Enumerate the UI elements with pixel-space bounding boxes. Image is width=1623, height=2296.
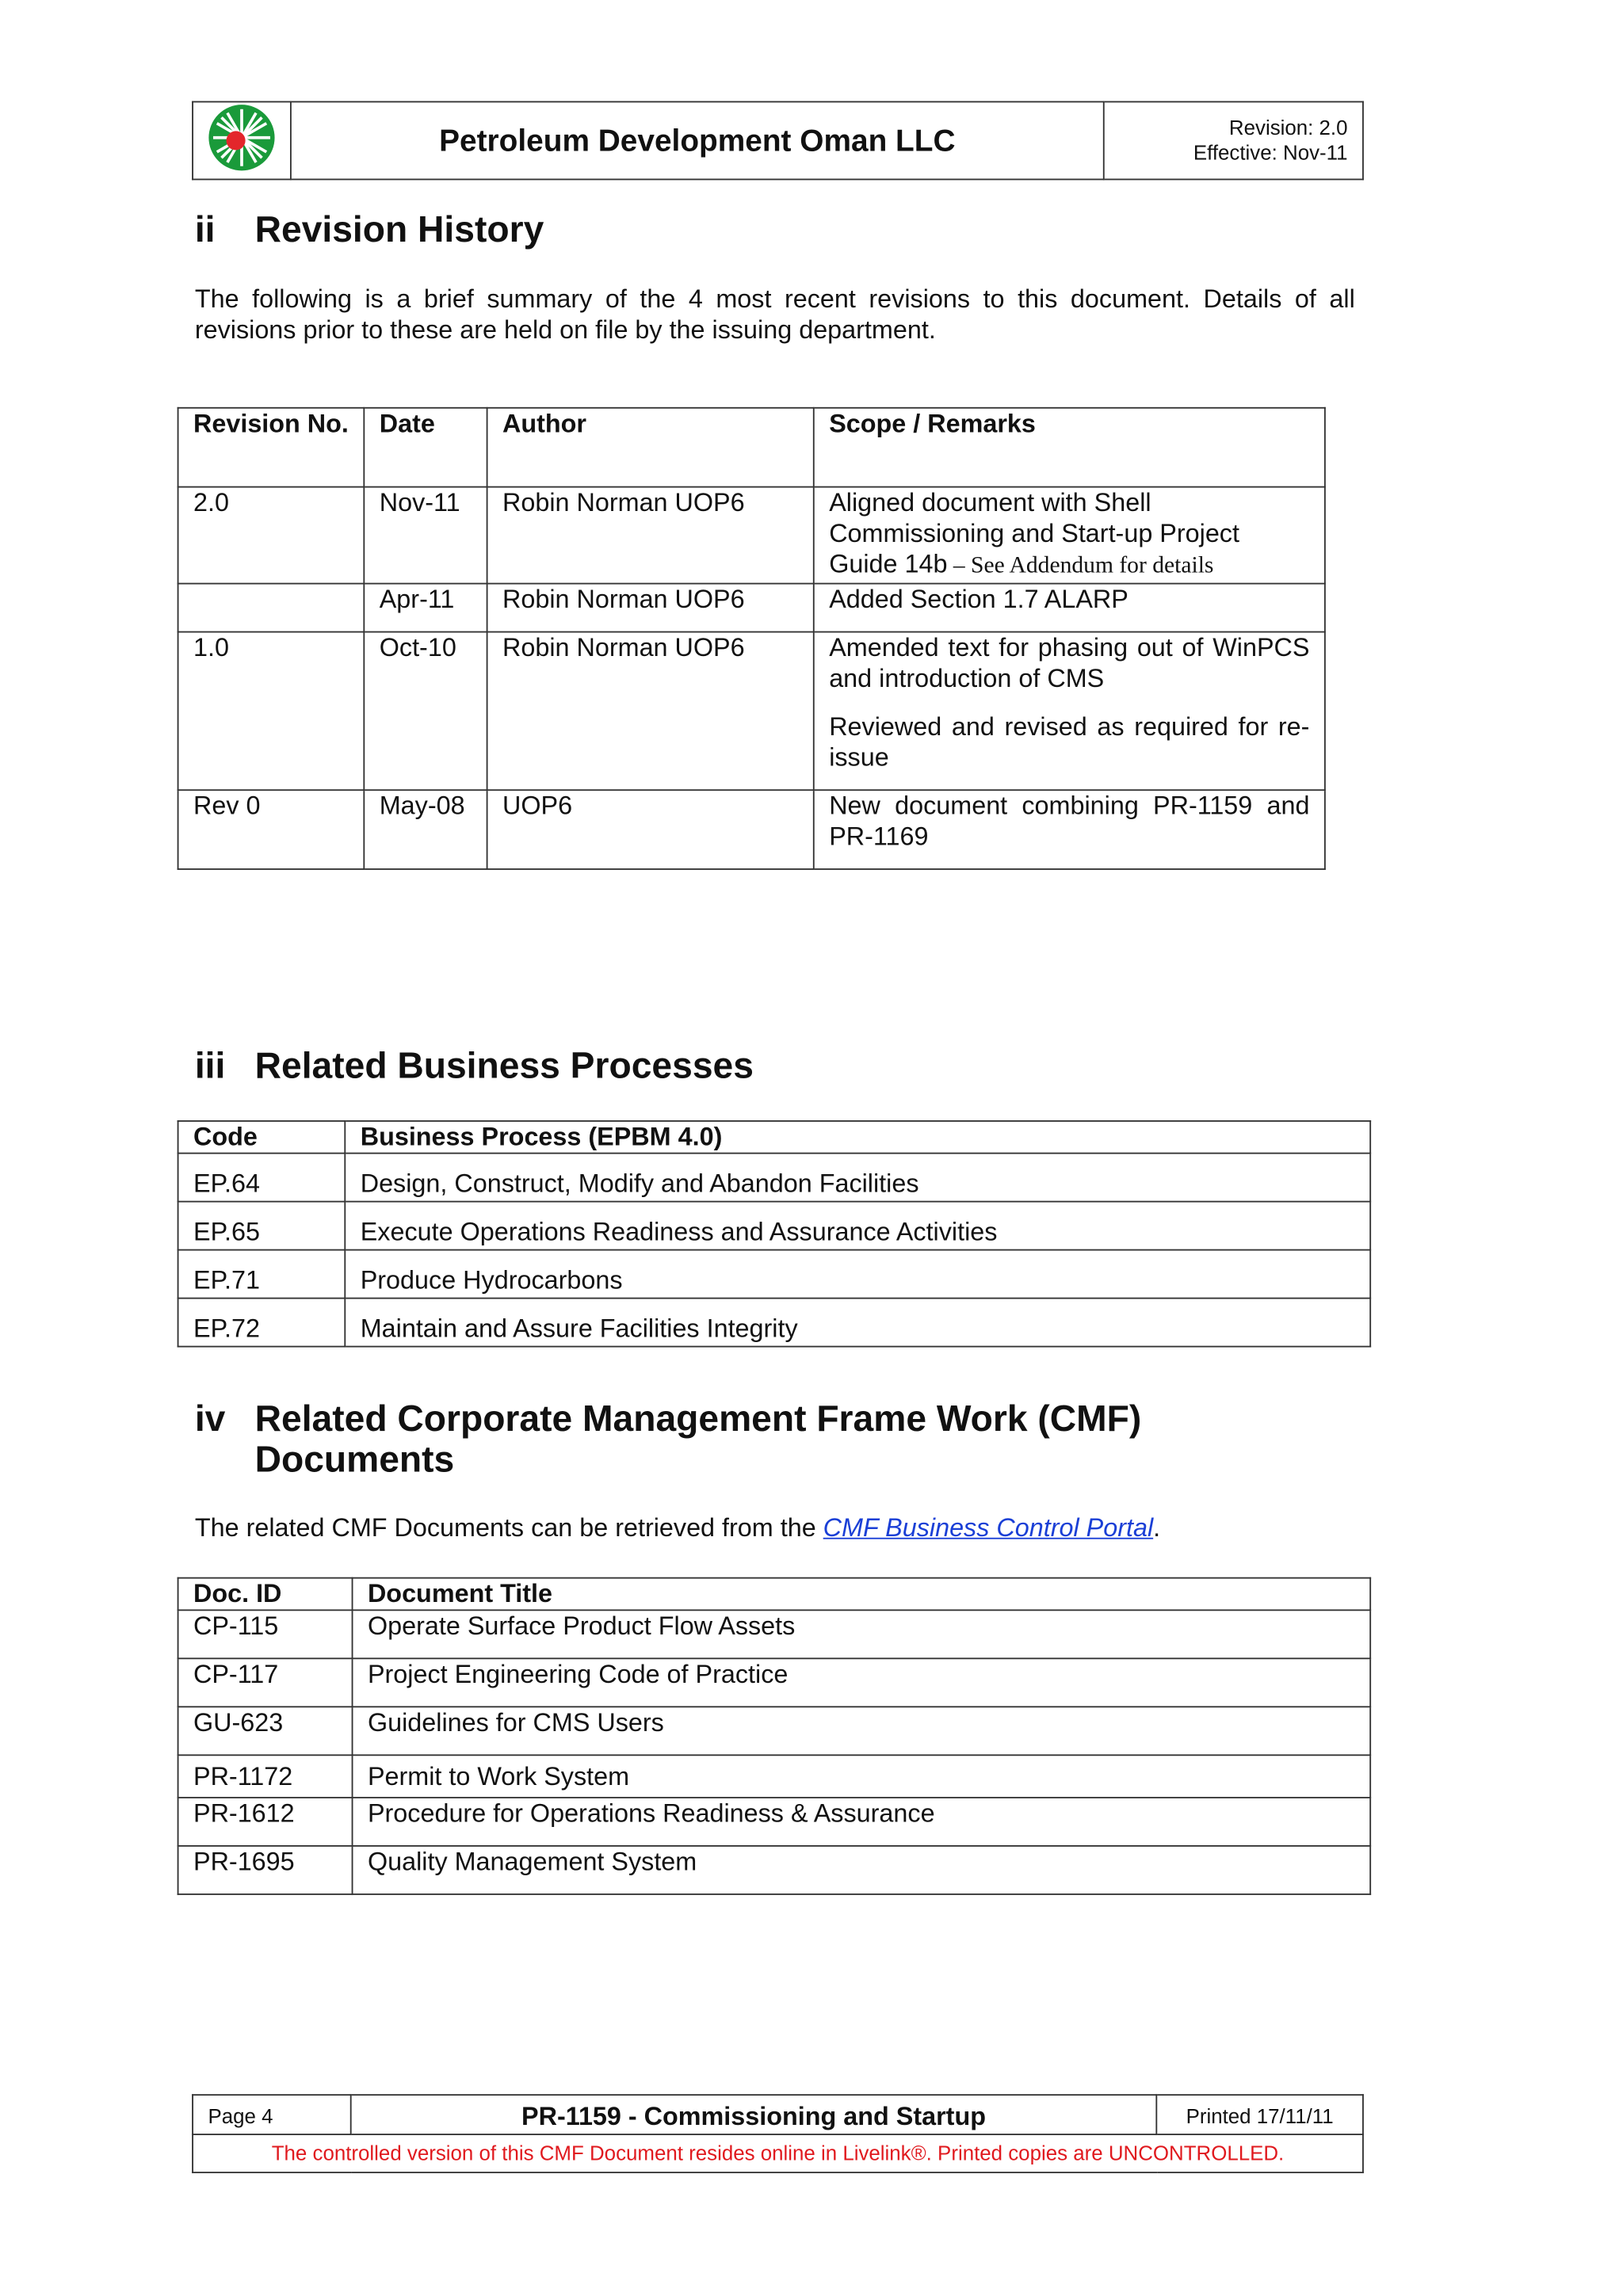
table-row: [178, 1707, 1371, 1755]
uncontrolled-notice: The controlled version of this CMF Document resides online in Livelink®. Printed copies are UNCONTROLLED.: [193, 2134, 1363, 2172]
column-header-doc-id: Doc. ID: [178, 1578, 353, 1611]
printed-date: Printed 17/11/11: [1156, 2095, 1363, 2134]
section-number: ii: [194, 209, 216, 251]
revision-info: [1104, 101, 1363, 179]
code-cell: EP.71: [178, 1250, 346, 1299]
table-row: [178, 632, 1325, 791]
date-cell: Nov-11: [364, 487, 487, 584]
table-row: [178, 487, 1325, 584]
author-cell: Robin Norman UOP6: [487, 632, 814, 791]
section-title: Revision History: [254, 209, 544, 251]
intro-text: The related CMF Documents can be retrieved from the: [194, 1512, 823, 1543]
doc-title-cell: Quality Management System: [353, 1846, 1371, 1894]
table-row: [178, 1798, 1371, 1846]
process-cell: Execute Operations Readiness and Assurance Activities: [345, 1202, 1370, 1250]
scope-text: Amended text for phasing out of WinPCS and introduction of CMS: [829, 632, 1310, 693]
page-number: Page 4: [193, 2095, 351, 2134]
page-header: [192, 101, 1364, 181]
column-header-code: Code: [178, 1121, 346, 1154]
doc-id-cell: PR-1612: [178, 1798, 353, 1846]
revision-history-table: [178, 407, 1326, 870]
table-header-row: [178, 1121, 1371, 1154]
process-cell: Produce Hydrocarbons: [345, 1250, 1370, 1299]
doc-title-cell: Procedure for Operations Readiness & Assurance: [353, 1798, 1371, 1846]
revision-label: Revision: 2.0: [1228, 116, 1348, 139]
code-cell: EP.65: [178, 1202, 346, 1250]
cmf-documents-heading: [195, 1398, 1308, 1486]
column-header-doc-title: Document Title: [353, 1578, 1371, 1611]
intro-end: .: [1153, 1512, 1161, 1543]
table-row: [178, 1610, 1371, 1658]
table-header-row: [178, 408, 1325, 487]
company-name: Petroleum Development Oman LLC: [291, 101, 1104, 179]
footer-doc-title: PR-1159 - Commissioning and Startup: [351, 2095, 1157, 2134]
column-header-author: Author: [487, 408, 814, 487]
process-cell: Maintain and Assure Facilities Integrity: [345, 1299, 1370, 1347]
cmf-documents-table: [178, 1577, 1371, 1895]
column-header-scope: Scope / Remarks: [814, 408, 1325, 487]
doc-id-cell: GU-623: [178, 1707, 353, 1755]
effective-label: Effective: Nov-11: [1193, 140, 1348, 165]
scope-text: Aligned document with Shell Commissioning and Start-up Project Guide 14b: [829, 487, 1239, 579]
scope-cell: [814, 632, 1325, 791]
doc-id-cell: PR-1172: [178, 1755, 353, 1798]
table-row: [178, 1299, 1371, 1347]
cmf-documents-intro: [195, 1512, 1355, 1543]
revision-cell: 1.0: [178, 632, 365, 791]
revision-cell: [178, 584, 365, 632]
scope-cell: [814, 487, 1325, 584]
table-row: [178, 1250, 1371, 1299]
author-cell: Robin Norman UOP6: [487, 584, 814, 632]
date-cell: May-08: [364, 790, 487, 869]
column-header-revision: Revision No.: [178, 408, 365, 487]
table-row: [178, 1154, 1371, 1202]
scope-cell: New document combining PR-1159 and PR-1169: [814, 790, 1325, 869]
logo-cell: [193, 101, 291, 179]
column-header-date: Date: [364, 408, 487, 487]
table-header-row: [178, 1578, 1371, 1611]
scope-cell: Added Section 1.7 ALARP: [814, 584, 1325, 632]
date-cell: Apr-11: [364, 584, 487, 632]
business-processes-table: [178, 1120, 1371, 1348]
section-number: iii: [194, 1045, 226, 1087]
code-cell: EP.64: [178, 1154, 346, 1202]
code-cell: EP.72: [178, 1299, 346, 1347]
table-row: [178, 1202, 1371, 1250]
doc-id-cell: CP-117: [178, 1658, 353, 1707]
scope-text-2: Reviewed and revised as required for re-issue: [829, 711, 1310, 772]
table-row: [178, 790, 1325, 869]
table-row: [178, 1755, 1371, 1798]
author-cell: Robin Norman UOP6: [487, 487, 814, 584]
revision-history-intro: The following is a brief summary of the 4 most recent revisions to this document. Details of all revisions prior to these are held on file by the issuing department.: [194, 284, 1355, 345]
doc-title-cell: Project Engineering Code of Practice: [353, 1658, 1371, 1707]
section-title-line2: Documents: [254, 1439, 455, 1481]
column-header-process: Business Process (EPBM 4.0): [345, 1121, 1370, 1154]
table-row: [178, 584, 1325, 632]
doc-id-cell: PR-1695: [178, 1846, 353, 1894]
doc-title-cell: Guidelines for CMS Users: [353, 1707, 1371, 1755]
process-cell: Design, Construct, Modify and Abandon Facilities: [345, 1154, 1370, 1202]
table-row: [178, 1658, 1371, 1707]
revision-cell: Rev 0: [178, 790, 365, 869]
doc-id-cell: CP-115: [178, 1610, 353, 1658]
business-processes-heading: [195, 1046, 1220, 1089]
author-cell: UOP6: [487, 790, 814, 869]
section-number: iv: [194, 1398, 226, 1440]
page-footer: [192, 2094, 1364, 2173]
date-cell: Oct-10: [364, 632, 487, 791]
table-row: [178, 1846, 1371, 1894]
cmf-portal-link[interactable]: CMF Business Control Portal: [823, 1512, 1154, 1543]
doc-title-cell: Permit to Work System: [353, 1755, 1371, 1798]
scope-note: – See Addendum for details: [947, 553, 1214, 579]
section-title: Related Corporate Management Frame Work (CMF): [254, 1398, 1142, 1440]
section-title: Related Business Processes: [254, 1045, 754, 1087]
revision-history-heading: [195, 209, 1074, 253]
pdo-logo-icon: [208, 147, 275, 177]
revision-cell: 2.0: [178, 487, 365, 584]
doc-title-cell: Operate Surface Product Flow Assets: [353, 1610, 1371, 1658]
